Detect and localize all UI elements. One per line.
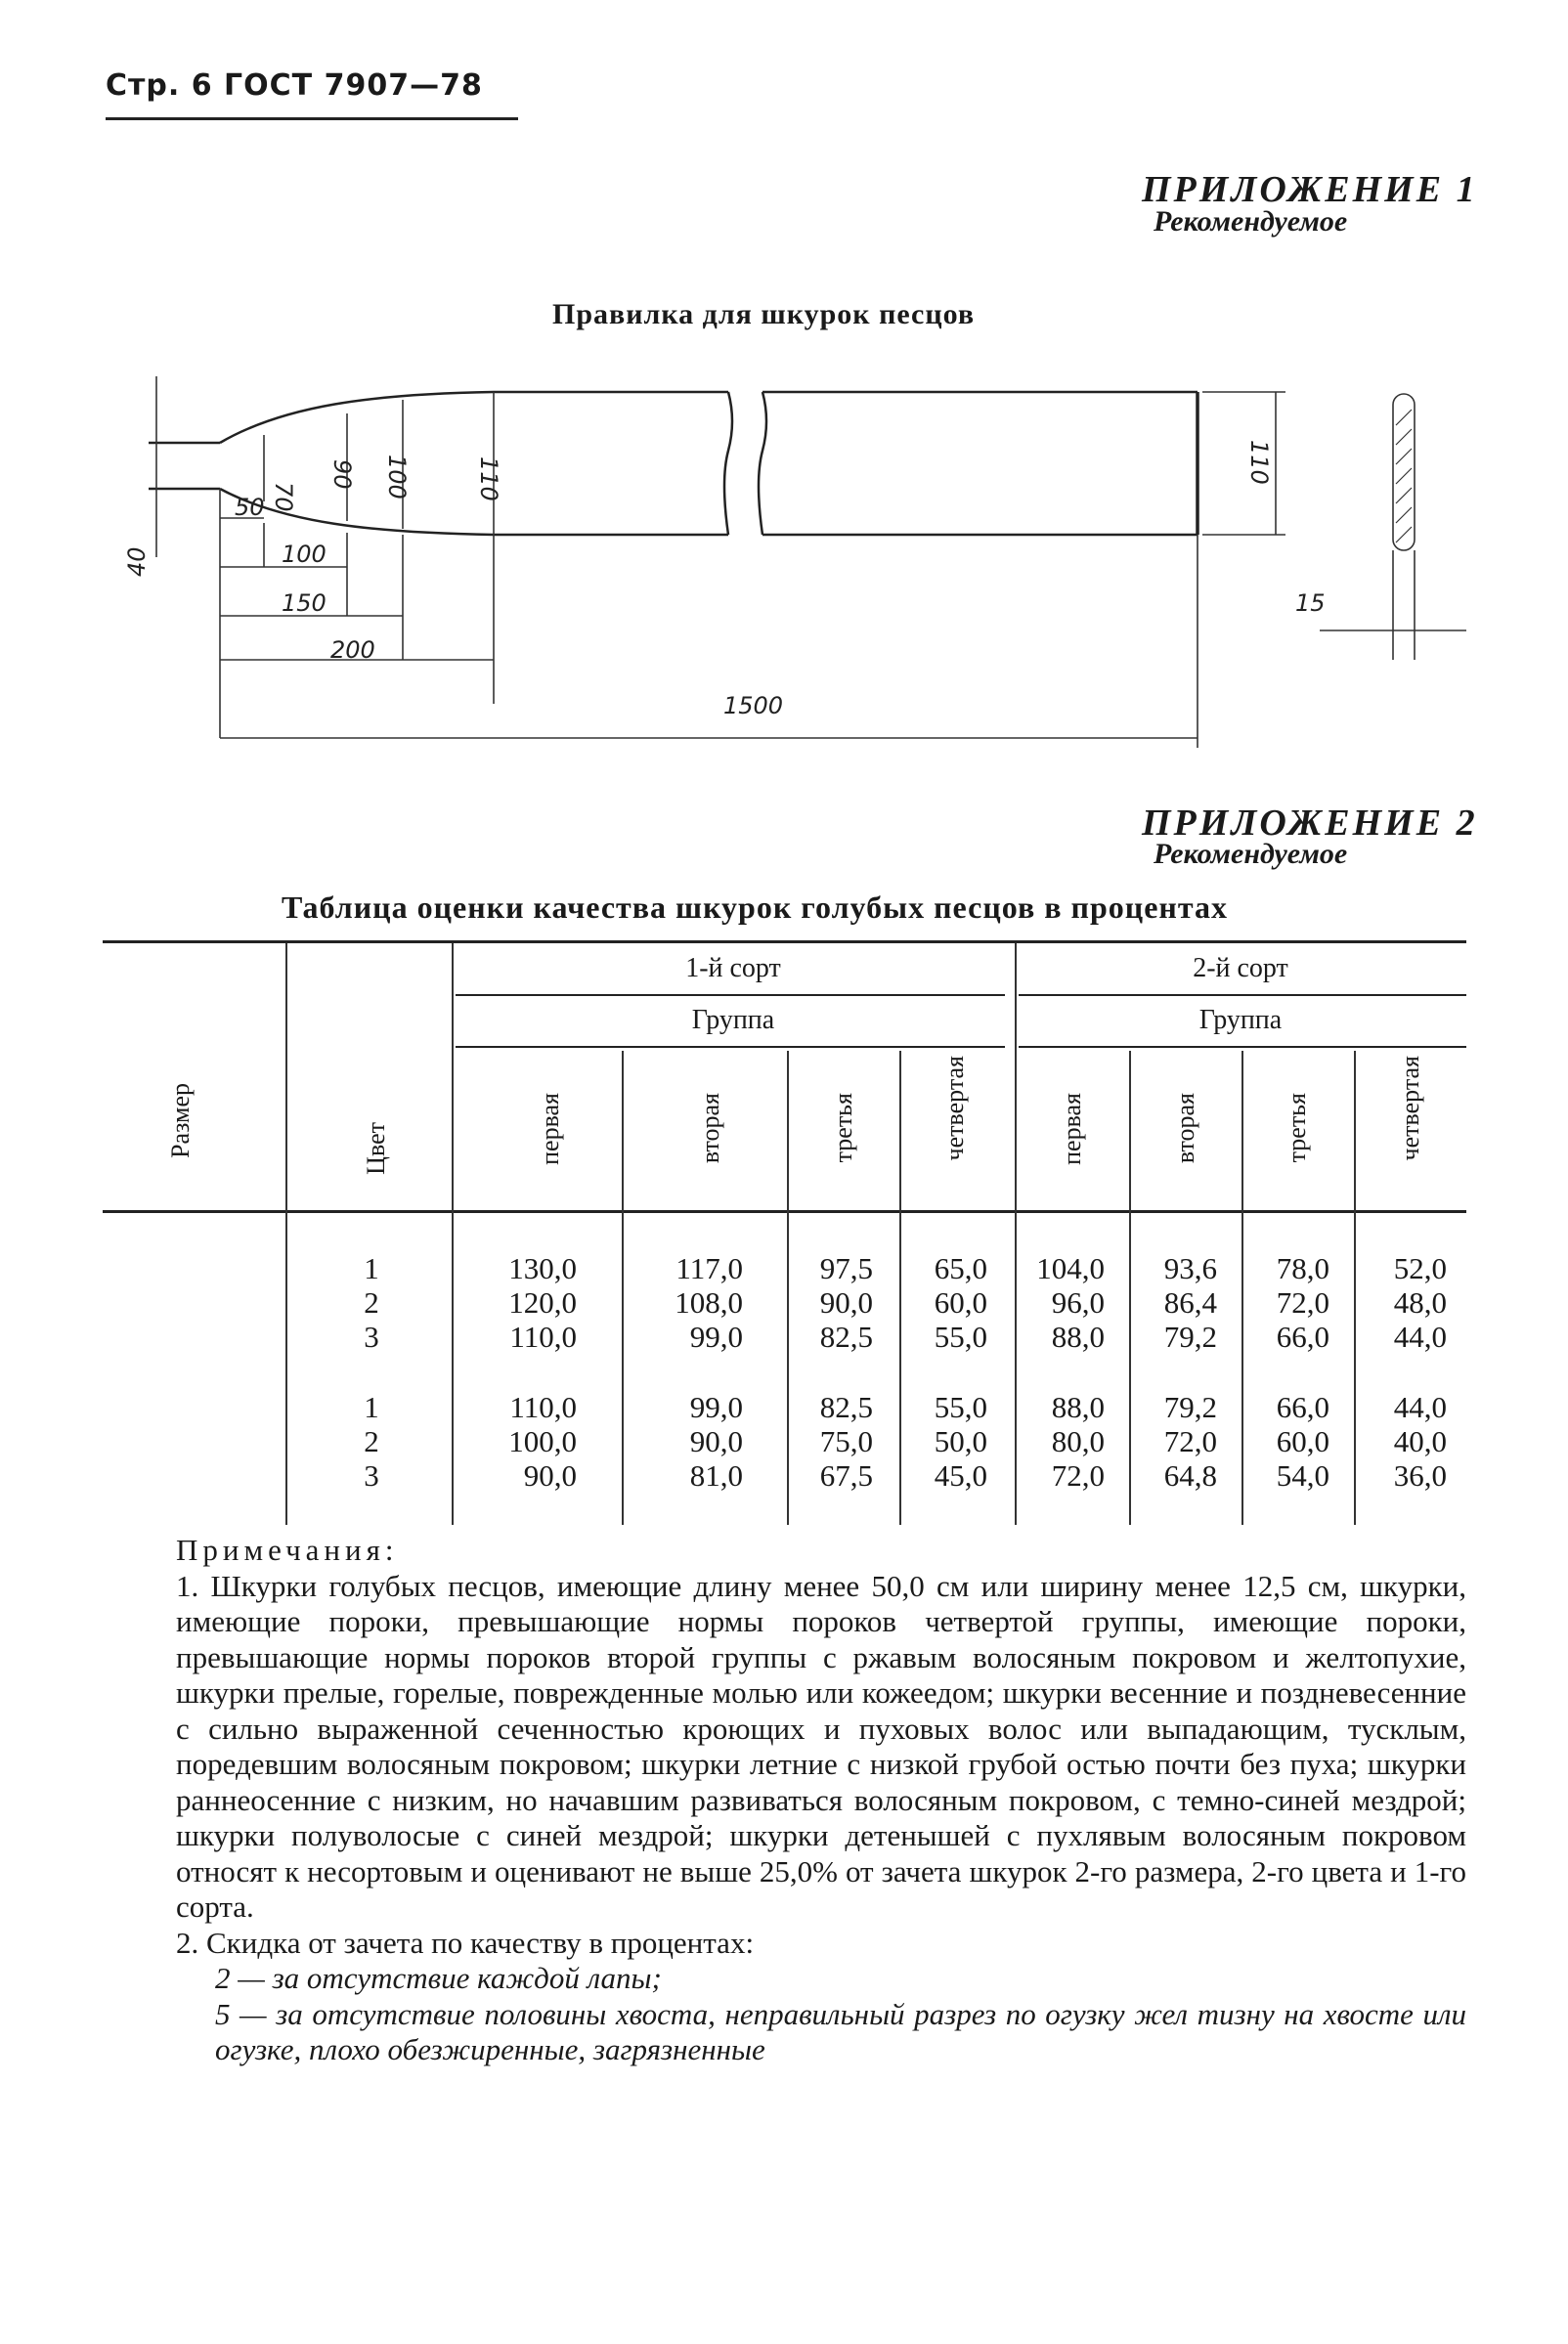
table-title: Таблица оценки качества шкурок голубых песцов в процентах [282, 890, 1228, 925]
appendix2-subtitle: Рекомендуемое [1154, 838, 1348, 870]
color-cell: 2 [364, 1285, 379, 1320]
vline-g6 [1241, 1051, 1243, 1525]
value-cell: 66,0 [1276, 1390, 1329, 1424]
color-cell: 1 [364, 1390, 379, 1424]
value-cell: 99,0 [689, 1320, 743, 1354]
value-cell: 52,0 [1393, 1251, 1447, 1285]
appendix2-title: ПРИЛОЖЕНИЕ 2 [1142, 803, 1478, 844]
vline-g5 [1129, 1051, 1131, 1525]
dim-100: 100 [383, 455, 411, 499]
value-cell: 54,0 [1276, 1458, 1329, 1493]
value-cell: 104,0 [1036, 1251, 1105, 1285]
value-cell: 44,0 [1393, 1390, 1447, 1424]
grade2-rule [1019, 994, 1466, 996]
g2-first: первая [1058, 1093, 1086, 1165]
value-cell: 90,0 [689, 1424, 743, 1458]
group-header-2: Группа [1198, 1005, 1283, 1035]
value-cell: 120,0 [508, 1285, 577, 1320]
appendix1-subtitle: Рекомендуемое [1154, 205, 1348, 238]
value-cell: 82,5 [819, 1390, 873, 1424]
color-cell: 1 [364, 1251, 379, 1285]
value-cell: 90,0 [819, 1285, 873, 1320]
g2-second: вторая [1171, 1093, 1199, 1164]
dim-1500: 1500 [723, 692, 784, 719]
dim-200: 200 [330, 636, 375, 664]
value-cell: 50,0 [934, 1424, 987, 1458]
appendix1-title: ПРИЛОЖЕНИЕ 1 [1142, 169, 1478, 210]
g2-third: третья [1283, 1093, 1311, 1163]
value-cell: 72,0 [1051, 1458, 1105, 1493]
drawing-title: Правилка для шкурок песцов [552, 298, 976, 330]
value-cell: 66,0 [1276, 1320, 1329, 1354]
g1-fourth: четвертая [940, 1056, 969, 1161]
vline-g1 [622, 1051, 624, 1525]
value-cell: 97,5 [819, 1251, 873, 1285]
g1-first: первая [536, 1093, 564, 1165]
col-size-header: Размер [166, 1083, 195, 1158]
group-header-1: Группа [691, 1005, 775, 1035]
dim-150: 150 [282, 589, 327, 617]
value-cell: 45,0 [934, 1458, 987, 1493]
value-cell: 93,6 [1163, 1251, 1217, 1285]
value-cell: 80,0 [1051, 1424, 1105, 1458]
value-cell: 110,0 [509, 1390, 577, 1424]
notes-heading: Примечания: [176, 1533, 399, 1567]
value-cell: 75,0 [819, 1424, 873, 1458]
note-2-item-b: 5 — за отсутствие половины хвоста, неправильный разрез по огузку жел тизну на хвосте или огузке, плохо обезжиренные, загрязненные [215, 1996, 1466, 2066]
value-cell: 117,0 [675, 1251, 743, 1285]
value-cell: 60,0 [1276, 1424, 1329, 1458]
value-cell: 90,0 [523, 1458, 577, 1493]
note-2-item-a: 2 — за отсутствие каждой лапы; [215, 1961, 662, 1995]
vline-g7 [1354, 1051, 1356, 1525]
value-cell: 88,0 [1051, 1390, 1105, 1424]
dim-110-inner: 110 [475, 456, 502, 501]
note-1: 1. Шкурки голубых песцов, имеющие длину менее 50,0 см или ширину менее 12,5 см, шкурки, имеющие пороки, превышающие нормы пороков четвертой группы, имеющие пороки, превышающие нормы пороков второй группы с ржавым волосяным покровом и желтопухие, шкурки прелые, горелые, поврежденные молью или кожеедом; шкурки весенние и поздневесенние с сильно выраженной сеченностью кроющих и пуховых волос или выпадающим, тусклым, поредевшим волосяным покровом; шкурки летние с низкой грубой остью почти без пуха; шкурки раннеосенние с низким, но начавшим развиваться волосяным покровом, с темно-синей мездрой; шкурки полуволосые с синей мездрой; шкурки детенышей с пухлявым волосяным покровом относят к несортовым и оценивают не выше 25,0% от зачета шкурок 2-го размера, 2-го цвета и 1-го сорта. [176, 1568, 1466, 1924]
value-cell: 36,0 [1393, 1458, 1447, 1493]
value-cell: 60,0 [934, 1285, 987, 1320]
value-cell: 72,0 [1163, 1424, 1217, 1458]
value-cell: 79,2 [1163, 1390, 1217, 1424]
value-cell: 64,8 [1163, 1458, 1217, 1493]
table-top-rule [103, 940, 1466, 943]
value-cell: 48,0 [1393, 1285, 1447, 1320]
color-cell: 3 [364, 1320, 379, 1354]
value-cell: 55,0 [934, 1320, 987, 1354]
g1-third: третья [829, 1093, 857, 1163]
group1-rule [456, 1046, 1005, 1048]
color-cell: 2 [364, 1424, 379, 1458]
table-header-rule [103, 1210, 1466, 1213]
value-cell: 78,0 [1276, 1251, 1329, 1285]
value-cell: 79,2 [1163, 1320, 1217, 1354]
dim-70: 70 [270, 482, 297, 512]
value-cell: 82,5 [819, 1320, 873, 1354]
group2-rule [1019, 1046, 1466, 1048]
value-cell: 99,0 [689, 1390, 743, 1424]
color-cell: 3 [364, 1458, 379, 1493]
col-color-header: Цвет [362, 1122, 390, 1175]
value-cell: 100,0 [508, 1424, 577, 1458]
value-cell: 108,0 [675, 1285, 743, 1320]
value-cell: 65,0 [934, 1251, 987, 1285]
value-cell: 44,0 [1393, 1320, 1447, 1354]
vline-g2 [787, 1051, 789, 1525]
dim-90: 90 [328, 459, 356, 490]
dim-110-right: 110 [1245, 440, 1273, 485]
value-cell: 40,0 [1393, 1424, 1447, 1458]
value-cell: 72,0 [1276, 1285, 1329, 1320]
g1-second: вторая [696, 1093, 724, 1164]
value-cell: 81,0 [689, 1458, 743, 1493]
g2-fourth: четвертая [1396, 1056, 1424, 1161]
value-cell: 130,0 [508, 1251, 577, 1285]
value-cell: 96,0 [1051, 1285, 1105, 1320]
dim-50: 50 [235, 494, 265, 521]
dim-40: 40 [123, 546, 151, 577]
note-2: 2. Скидка от зачета по качеству в процентах: [176, 1925, 755, 1960]
dim-15: 15 [1295, 589, 1326, 617]
dim-100-h: 100 [282, 541, 327, 568]
value-cell: 67,5 [819, 1458, 873, 1493]
value-cell: 88,0 [1051, 1320, 1105, 1354]
value-cell: 86,4 [1163, 1285, 1217, 1320]
value-cell: 55,0 [934, 1390, 987, 1424]
grade1-rule [456, 994, 1005, 996]
page-header: Стр. 6 ГОСТ 7907—78 [106, 68, 483, 103]
vline-size [285, 943, 287, 1525]
value-cell: 110,0 [509, 1320, 577, 1354]
notes [176, 1533, 1466, 2068]
grade2-header: 2-й сорт [1193, 953, 1288, 983]
grade1-header: 1-й сорт [685, 953, 781, 983]
